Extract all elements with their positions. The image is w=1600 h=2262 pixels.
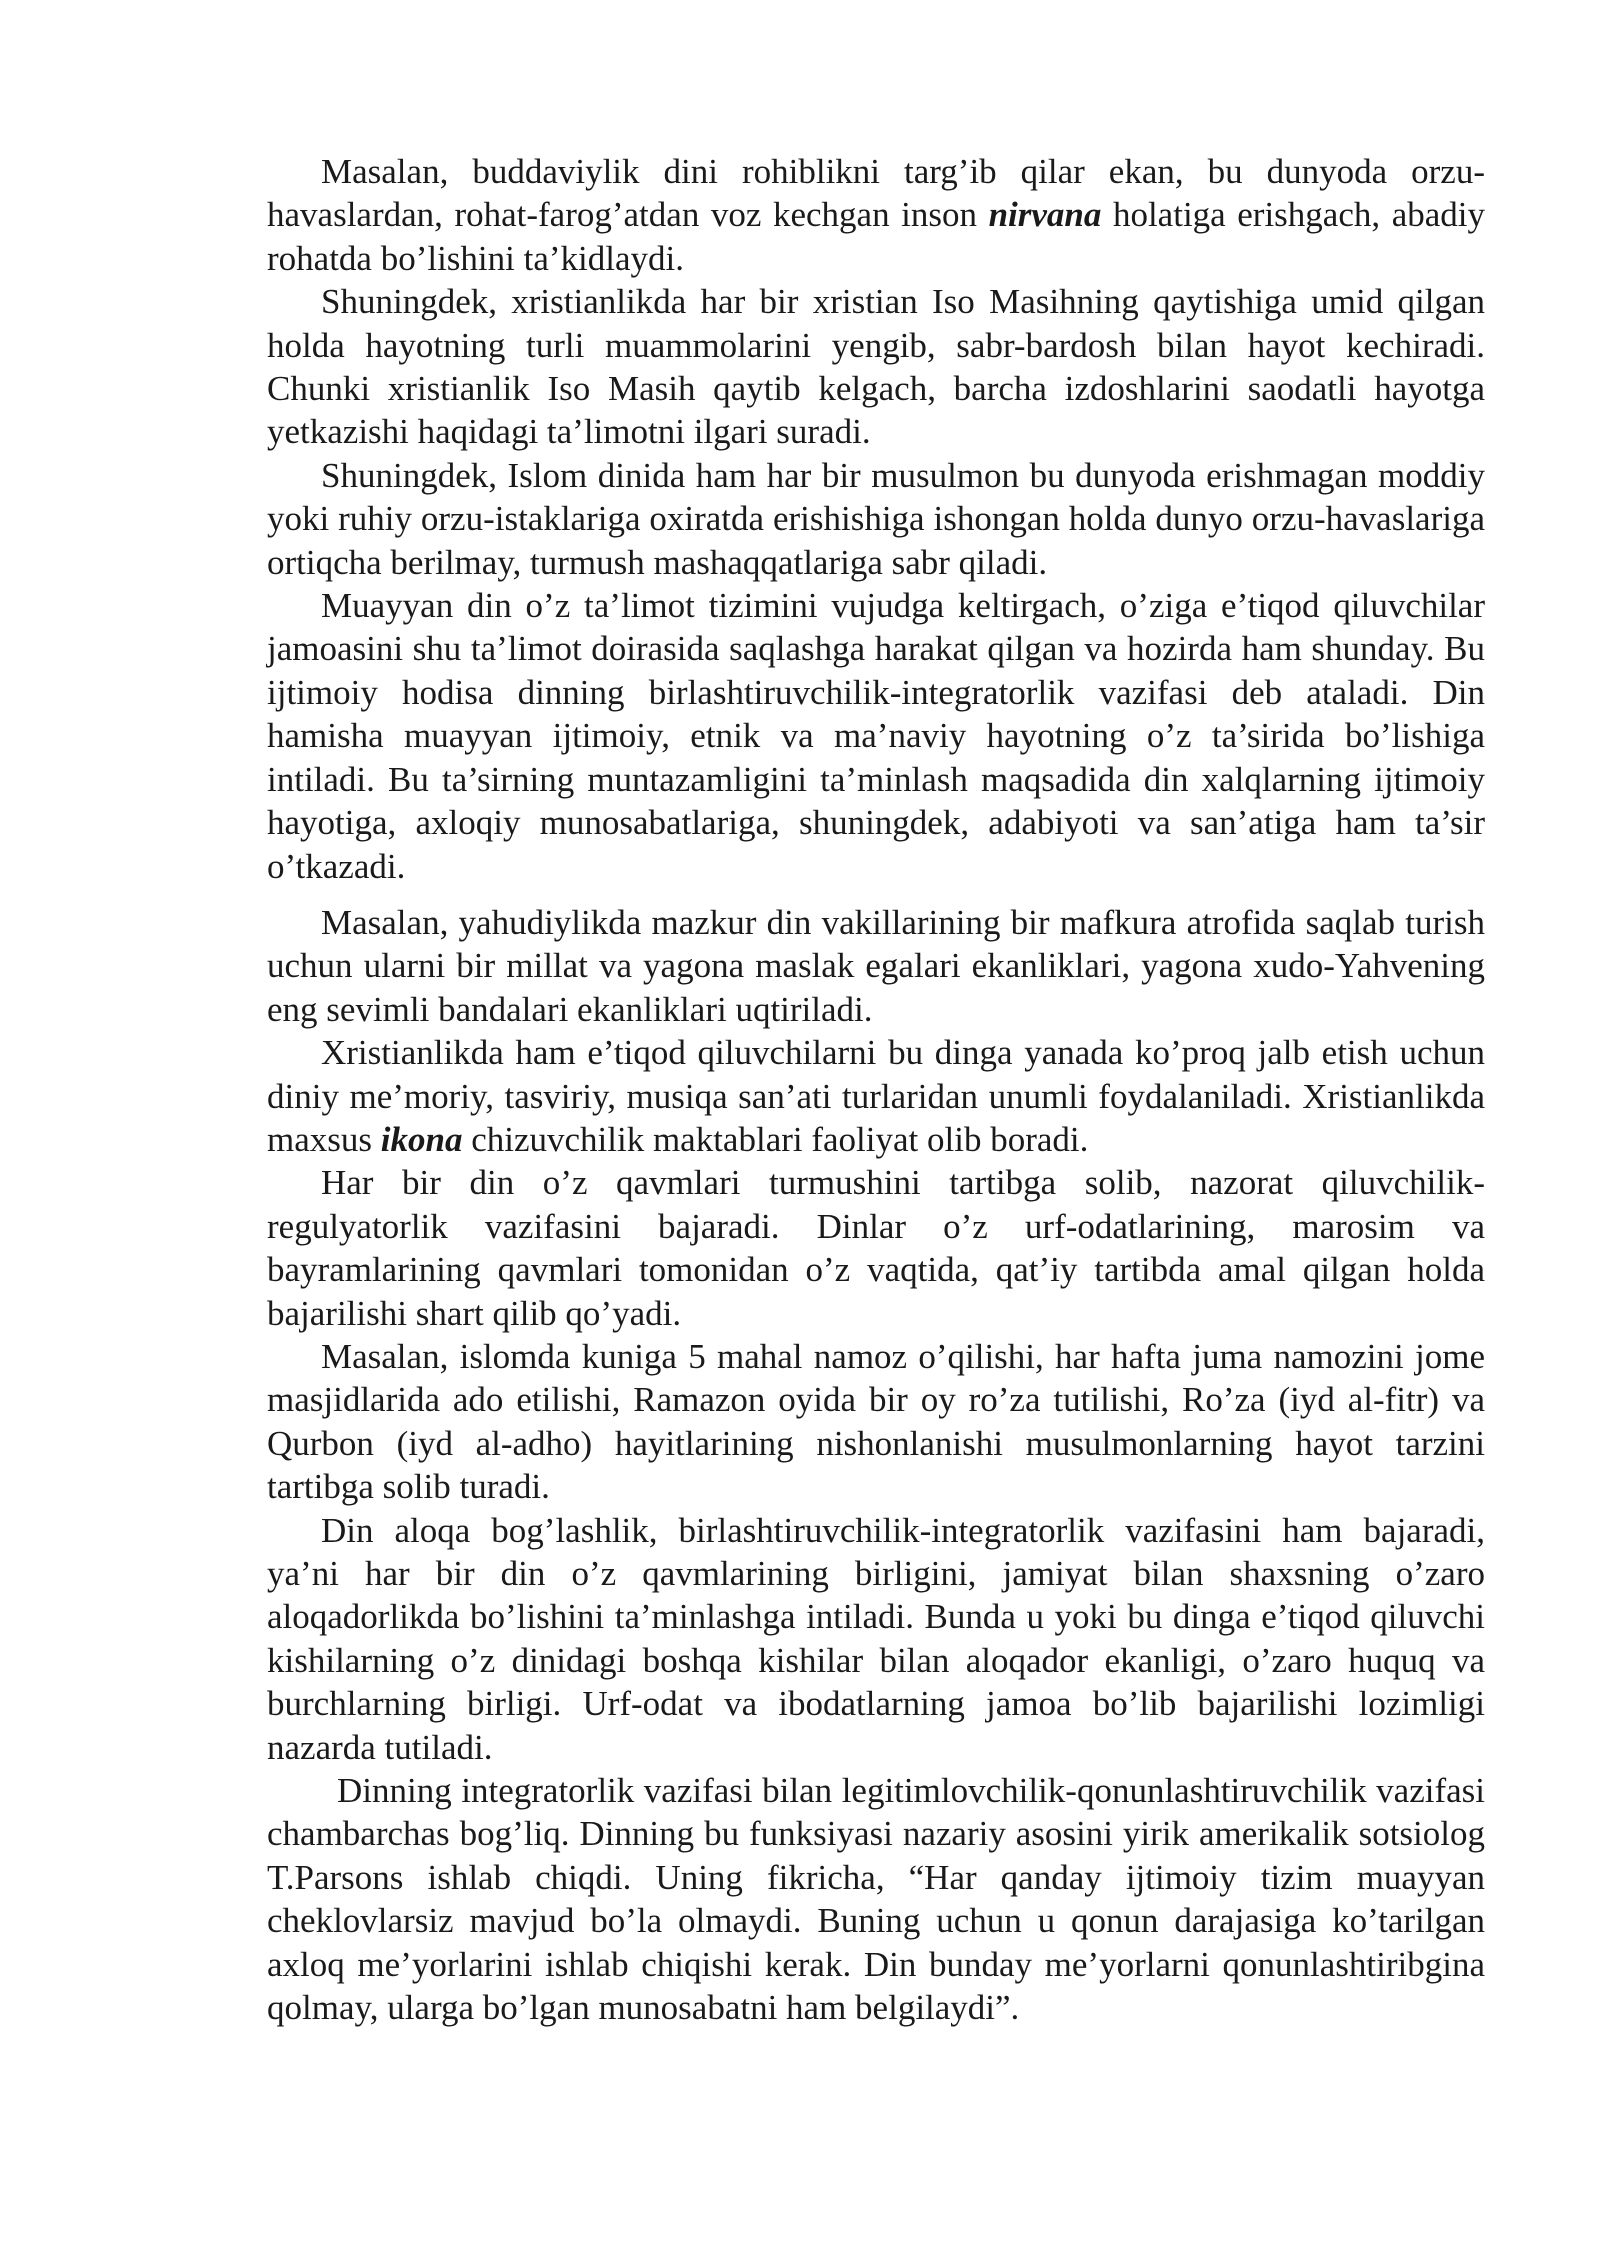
paragraph-islam-patience: Shuningdek, Islom dinida ham har bir musulmon bu dunyoda erishmagan moddiy yoki ruhiy orzu-istaklariga oxiratda erishishiga ishongan holda dunyo orzu-havaslariga ortiqcha berilmay, turmush mashaqqatlariga sabr qiladi. bbox=[267, 455, 1485, 582]
paragraph-text: Xristianlikda ham e’tiqod qiluvchilarni bu dinga yanada ko’proq jalb etish uchun diniy me’moriy, tasviriy, musiqa san’ati turlaridan unumli foydalaniladi. Xristianlikda maxsus bbox=[267, 1033, 1485, 1159]
paragraph-text: chizuvchilik maktablari faoliyat olib boradi. bbox=[462, 1119, 1089, 1159]
paragraph-regulatory-function: Har bir din o’z qavmlari turmushini tartibga solib, nazorat qiluvchilik-regulyatorlik vazifasini bajaradi. Dinlar o’z urf-odatlarining, marosim va bayramlarining qavmlari tomonidan o’z vaqtida, qat’iy tartibda amal qilgan holda bajarilishi shart qilib qo’yadi. bbox=[267, 1163, 1485, 1333]
document-page bbox=[267, 150, 1485, 2029]
paragraph-buddhism-nirvana bbox=[267, 150, 1485, 280]
paragraph-integrative-function: Muayyan din o’z ta’limot tizimini vujudga keltirgach, o’ziga e’tiqod qiluvchilar jamoasini shu ta’limot doirasida saqlashga harakat qilgan va hozirda ham shunday. Bu ijtimoiy hodisa dinning birlashtiruvchilik-integratorlik vazifasi deb ataladi. Din hamisha muayyan ijtimoiy, etnik va ma’naviy hayotning o’z ta’sirida bo’lishiga intiladi. Bu ta’sirning muntazamligini ta’minlash maqsadida din xalqlarning ijtimoiy hayotiga, axloqiy munosabatlariga, shuningdek, adabiyoti va san’atiga ham ta’sir o’tkazadi. bbox=[267, 586, 1485, 886]
term-nirvana: nirvana bbox=[988, 195, 1102, 235]
paragraph-legitimizing-function: Dinning integratorlik vazifasi bilan legitimlovchilik-qonunlashtiruvchilik vazifasi chambarchas bog’liq. Dinning bu funksiyasi nazariy asosini yirik amerikalik sotsiolog T.Parsons ishlab chiqdi. Uning fikricha, “Har qanday ijtimoiy tizim muayyan cheklovlarsiz mavjud bo’la olmaydi. Buning uchun u qonun darajasiga ko’tarilgan axloq me’yorlarini ishlab chiqishi kerak. Din bunday me’yorlarni qonunlashtiribgina qolmay, ularga bo’lgan munosabatni ham belgilaydi”. bbox=[267, 1771, 1485, 2028]
term-ikona: ikona bbox=[380, 1119, 463, 1159]
paragraph-text: holatiga erishgach, abadiy rohatda bo’lishini ta’kidlaydi. bbox=[267, 195, 1485, 278]
paragraph-christianity-hope: Shuningdek, xristianlikda har bir xristian Iso Masihning qaytishiga umid qilgan holda hayotning turli muammolarini yengib, sabr-bardosh bilan hayot kechiradi. Chunki xristianlik Iso Masih qaytib kelgach, barcha izdoshlarini saodatli hayotga yetkazishi haqidagi ta’limotni ilgari suradi. bbox=[267, 282, 1485, 452]
paragraph-communicative-function: Din aloqa bog’lashlik, birlashtiruvchilik-integratorlik vazifasini ham bajaradi, ya’ni har bir din o’z qavmlarining birligini, jamiyat bilan shaxsning o’zaro aloqadorlikda bo’lishini ta’minlashga intiladi. Bunda u yoki bu dinga e’tiqod qiluvchi kishilarning o’z dinidagi boshqa kishilar bilan aloqador ekanligi, o’zaro huquq va burchlarning birligi. Urf-odat va ibodatlarning jamoa bo’lib bajarilishi lozimligi nazarda tutiladi. bbox=[267, 1510, 1485, 1767]
paragraph-judaism-example: Masalan, yahudiylikda mazkur din vakillarining bir mafkura atrofida saqlab turish uchun ularni bir millat va yagona maslak egalari ekanliklari, yagona xudo-Yahvening eng sevimli bandalari ekanliklari uqtiriladi. bbox=[267, 902, 1485, 1029]
paragraph-islam-rituals: Masalan, islomda kuniga 5 mahal namoz o’qilishi, har hafta juma namozini jome masjidlarida ado etilishi, Ramazon oyida bir oy ro’za tutilishi, Ro’za (iyd al-fitr) va Qurbon (iyd al-adho) hayitlarining nishonlanishi musulmonlarning hayot tarzini tartibga solib turadi. bbox=[267, 1336, 1485, 1507]
paragraph-christian-art bbox=[267, 1031, 1485, 1161]
paragraph-text: Masalan, buddaviylik dini rohiblikni targ’ib qilar ekan, bu dunyoda orzu-havaslardan, rohat-farog’atdan voz kechgan inson bbox=[267, 152, 1485, 235]
